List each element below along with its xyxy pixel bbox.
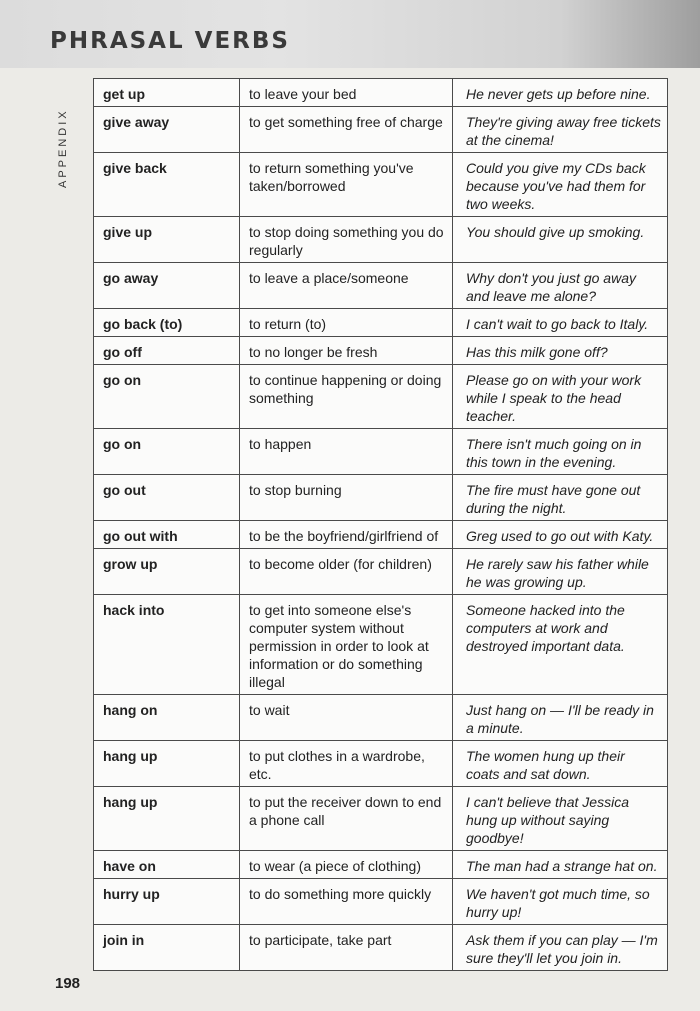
phrasal-verb: give up [103, 224, 153, 240]
example-sentence-cell [453, 337, 668, 365]
phrasal-verbs-table [93, 78, 668, 971]
definition: to leave a place/someone [249, 270, 409, 286]
definition-cell [240, 925, 453, 971]
example-sentence: Has this milk gone off? [466, 344, 608, 360]
definition: to put clothes in a wardrobe, etc. [249, 748, 425, 782]
definition-cell [240, 107, 453, 153]
definition-cell [240, 851, 453, 879]
table-row [94, 695, 668, 741]
table-row [94, 787, 668, 851]
example-sentence: Just hang on — I'll be ready in a minute. [466, 702, 654, 736]
definition-cell [240, 79, 453, 107]
example-sentence-cell [453, 695, 668, 741]
definition-cell [240, 787, 453, 851]
table-row [94, 879, 668, 925]
definition-cell [240, 741, 453, 787]
table-row [94, 549, 668, 595]
example-sentence-cell [453, 549, 668, 595]
definition: to continue happening or doing something [249, 372, 442, 406]
example-sentence: You should give up smoking. [466, 224, 645, 240]
definition: to stop burning [249, 482, 342, 498]
table-row [94, 925, 668, 971]
definition-cell [240, 365, 453, 429]
phrasal-verb: hang up [103, 794, 158, 810]
table-row [94, 851, 668, 879]
example-sentence: Greg used to go out with Katy. [466, 528, 654, 544]
phrasal-verb-cell [94, 153, 240, 217]
definition-cell [240, 153, 453, 217]
example-sentence: He never gets up before nine. [466, 86, 651, 102]
phrasal-verb-cell [94, 695, 240, 741]
definition: to put the receiver down to end a phone call [249, 794, 442, 828]
phrasal-verb-cell [94, 879, 240, 925]
definition: to no longer be fresh [249, 344, 378, 360]
example-sentence: I can't wait to go back to Italy. [466, 316, 649, 332]
definition-cell [240, 695, 453, 741]
table-row [94, 107, 668, 153]
phrasal-verb-cell [94, 521, 240, 549]
example-sentence: The man had a strange hat on. [466, 858, 658, 874]
example-sentence: There isn't much going on in this town in the evening. [466, 436, 642, 470]
table-row [94, 741, 668, 787]
definition: to get into someone else's computer system without permission in order to look at information or do something illegal [249, 602, 429, 690]
definition-cell [240, 521, 453, 549]
example-sentence: They're giving away free tickets at the cinema! [466, 114, 661, 148]
definition: to become older (for children) [249, 556, 432, 572]
phrasal-verb-cell [94, 925, 240, 971]
definition-cell [240, 879, 453, 925]
phrasal-verb: hang up [103, 748, 158, 764]
definition-cell [240, 309, 453, 337]
phrasal-verb-cell [94, 595, 240, 695]
phrasal-verb: hurry up [103, 886, 160, 902]
definition-cell [240, 337, 453, 365]
definition: to return something you've taken/borrowed [249, 160, 414, 194]
example-sentence: Someone hacked into the computers at work and destroyed important data. [466, 602, 625, 654]
definition-cell [240, 263, 453, 309]
example-sentence-cell [453, 107, 668, 153]
example-sentence-cell [453, 475, 668, 521]
example-sentence: Why don't you just go away and leave me alone? [466, 270, 636, 304]
example-sentence: Please go on with your work while I speak to the head teacher. [466, 372, 642, 424]
definition: to do something more quickly [249, 886, 432, 902]
page-title: PHRASAL VERBS [50, 28, 290, 54]
definition: to happen [249, 436, 312, 452]
table-row [94, 595, 668, 695]
phrasal-verb: go on [103, 372, 142, 388]
example-sentence-cell [453, 787, 668, 851]
phrasal-verb: hang on [103, 702, 158, 718]
phrasal-verb: join in [103, 932, 145, 948]
phrasal-verb-cell [94, 475, 240, 521]
phrasal-verb-cell [94, 429, 240, 475]
phrasal-verb: have on [103, 858, 156, 874]
example-sentence: Ask them if you can play — I'm sure they'll let you join in. [466, 932, 658, 966]
phrasal-verb-cell [94, 337, 240, 365]
definition: to wait [249, 702, 290, 718]
phrasal-verb-cell [94, 365, 240, 429]
example-sentence-cell [453, 851, 668, 879]
phrasal-verb-cell [94, 741, 240, 787]
example-sentence-cell [453, 309, 668, 337]
definition-cell [240, 217, 453, 263]
phrasal-verb-cell [94, 549, 240, 595]
table-row [94, 337, 668, 365]
example-sentence-cell [453, 521, 668, 549]
table-row [94, 263, 668, 309]
example-sentence-cell [453, 217, 668, 263]
example-sentence-cell [453, 153, 668, 217]
example-sentence: He rarely saw his father while he was growing up. [466, 556, 649, 590]
phrasal-verb: get up [103, 86, 145, 102]
phrasal-verb-cell [94, 79, 240, 107]
table-row [94, 153, 668, 217]
phrasal-verb-cell [94, 263, 240, 309]
phrasal-verb: go out with [103, 528, 178, 544]
phrasal-verb: go back (to) [103, 316, 183, 332]
phrasal-verb: go away [103, 270, 159, 286]
definition: to participate, take part [249, 932, 392, 948]
example-sentence-cell [453, 879, 668, 925]
definition-cell [240, 475, 453, 521]
phrasal-verb: go on [103, 436, 142, 452]
phrasal-verb-cell [94, 217, 240, 263]
example-sentence-cell [453, 925, 668, 971]
definition: to get something free of charge [249, 114, 443, 130]
example-sentence: The fire must have gone out during the night. [466, 482, 641, 516]
definition: to return (to) [249, 316, 327, 332]
example-sentence: The women hung up their coats and sat down. [466, 748, 625, 782]
phrasal-verb-cell [94, 787, 240, 851]
page-number: 198 [55, 975, 81, 992]
phrasal-verb: hack into [103, 602, 165, 618]
example-sentence-cell [453, 429, 668, 475]
phrasal-verb: go off [103, 344, 142, 360]
phrasal-verb-cell [94, 851, 240, 879]
table-row [94, 79, 668, 107]
phrasal-verb: give back [103, 160, 167, 176]
example-sentence: Could you give my CDs back because you've had them for two weeks. [466, 160, 646, 212]
definition-cell [240, 549, 453, 595]
example-sentence: I can't believe that Jessica hung up without saying goodbye! [466, 794, 629, 846]
definition-cell [240, 595, 453, 695]
phrasal-verb-cell [94, 107, 240, 153]
phrasal-verb: grow up [103, 556, 158, 572]
example-sentence-cell [453, 263, 668, 309]
example-sentence: We haven't got much time, so hurry up! [466, 886, 650, 920]
example-sentence-cell [453, 79, 668, 107]
table-row [94, 521, 668, 549]
table-row [94, 217, 668, 263]
table-row [94, 309, 668, 337]
table-row [94, 365, 668, 429]
phrasal-verb: go out [103, 482, 146, 498]
table-row [94, 429, 668, 475]
phrasal-verb: give away [103, 114, 170, 130]
definition-cell [240, 429, 453, 475]
definition: to be the boyfriend/girlfriend of [249, 528, 439, 544]
definition: to stop doing something you do regularly [249, 224, 444, 258]
definition: to wear (a piece of clothing) [249, 858, 421, 874]
table-row [94, 475, 668, 521]
example-sentence-cell [453, 365, 668, 429]
definition: to leave your bed [249, 86, 357, 102]
appendix-side-label: APPENDIX [57, 108, 69, 188]
phrasal-verb-cell [94, 309, 240, 337]
example-sentence-cell [453, 595, 668, 695]
example-sentence-cell [453, 741, 668, 787]
